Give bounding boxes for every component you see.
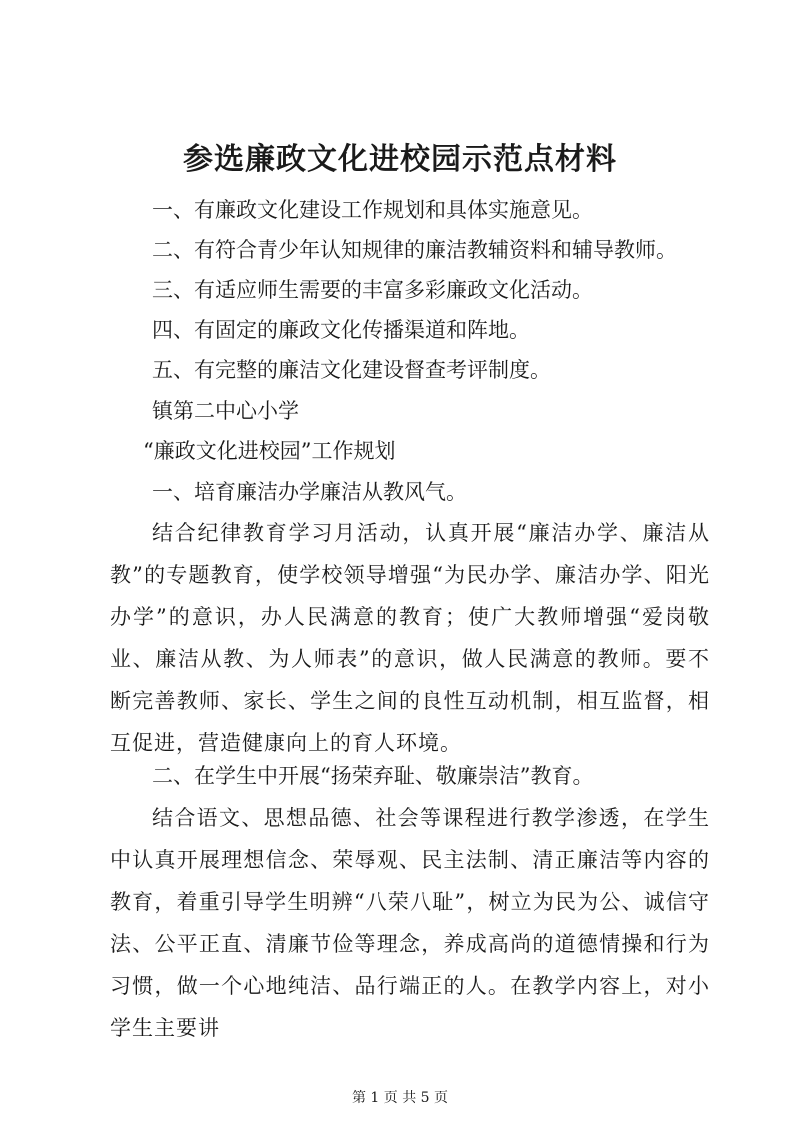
section-1-body: 结合纪律教育学习月活动，认真开展“廉洁办学、廉洁从教”的专题教育，使学校领导增强“为民办学、廉洁办学、阳光办学”的意识，办人民满意的教育；使广大教师增强“爱岗敬业、廉洁从教、为人师表”的意识，做人民满意的教师。要不断完善教师、家长、学生之间的良性互动机制，相互监督，相互促进，营造健康向上的育人环境。 [110,521,710,755]
school-name: 镇第二中心小学 [152,399,299,423]
requirement-item-4: 四、有固定的廉政文化传播渠道和阵地。 [152,318,530,342]
requirement-item-3: 三、有适应师生需要的丰富多彩廉政文化活动。 [152,278,593,302]
document-title: 参选廉政文化进校园示范点材料 [183,142,617,177]
requirement-item-1: 一、有廉政文化建设工作规划和具体实施意见。 [152,198,593,222]
requirement-item-5: 五、有完整的廉洁文化建设督查考评制度。 [152,358,551,382]
section-2-body: 结合语文、思想品德、社会等课程进行教学渗透，在学生中认真开展理想信念、荣辱观、民主法制、清正廉洁等内容的教育，着重引导学生明辨“八荣八耻”，树立为民为公、诚信守法、公平正直、清廉节俭等理念，养成高尚的道德情操和行为习惯，做一个心地纯洁、品行端正的人。在教学内容上，对小学生主要讲 [110,806,710,1040]
page-footer: 第 1 页 共 5 页 [351,1090,449,1106]
section-1-heading: 一、培育廉洁办学廉洁从教风气。 [152,480,467,504]
section-2-heading: 二、在学生中开展“扬荣弃耻、敬廉崇洁”教育。 [152,764,594,788]
requirement-item-2: 二、有符合青少年认知规律的廉洁教辅资料和辅导教师。 [152,238,677,262]
plan-title: “廉政文化进校园”工作规划 [143,439,396,463]
